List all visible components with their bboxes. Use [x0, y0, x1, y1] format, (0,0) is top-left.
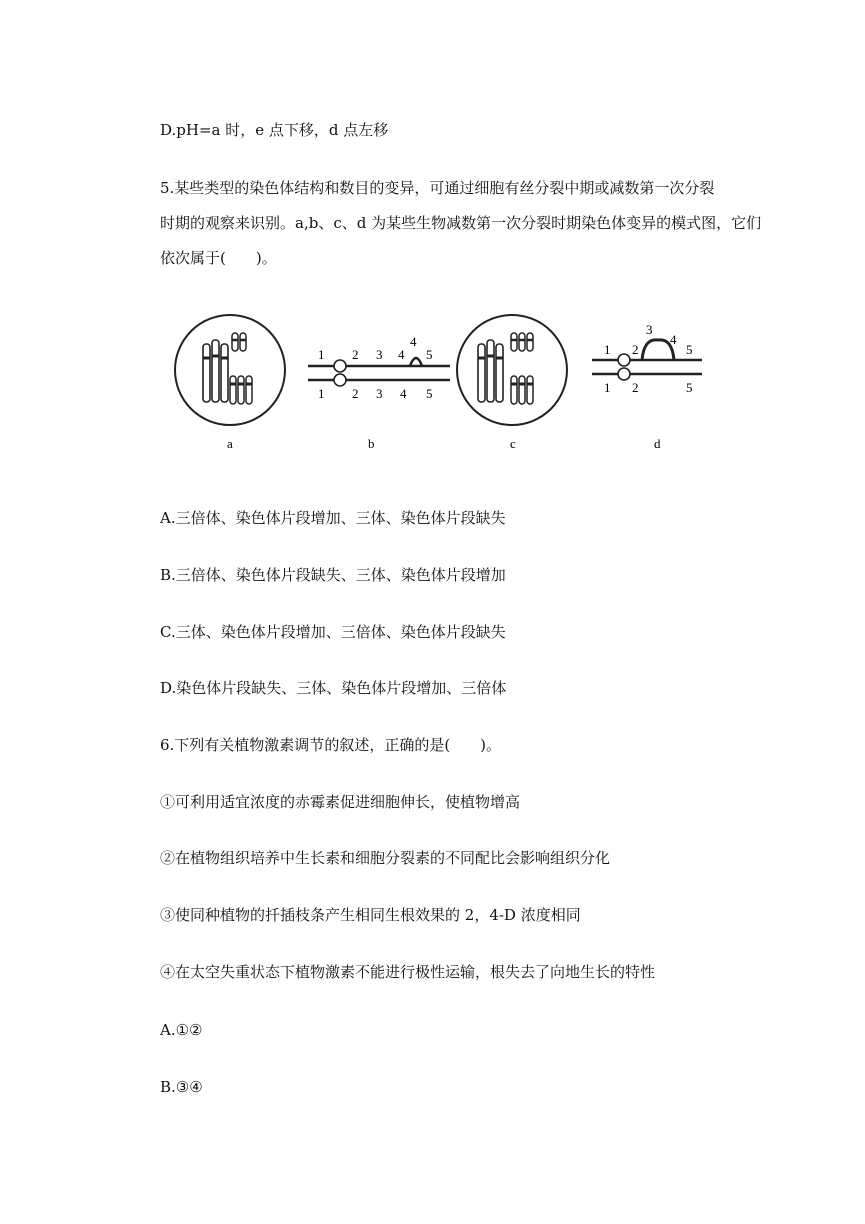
q5-stem-line-1: 5.某些类型的染色体结构和数目的变异，可通过细胞有丝分裂中期或减数第一次分裂 — [160, 179, 715, 197]
q5-option-a: A.三倍体、染色体片段增加、三体、染色体片段缺失 — [160, 509, 506, 527]
panel-d-pair — [592, 322, 702, 395]
panel-c-cell — [457, 315, 567, 425]
d-top-4: 4 — [670, 332, 677, 347]
q5-stem-line-2: 时期的观察来识别。a,b、c、d 为某些生物减数第一次分裂时期染色体变异的模式图，它们 — [160, 214, 762, 232]
d-top-5: 5 — [686, 342, 693, 357]
d-bottom-1: 1 — [604, 380, 611, 395]
b-bottom-1: 1 — [318, 386, 325, 401]
b-top-5: 5 — [426, 347, 433, 362]
chromosome-figure-svg — [170, 300, 710, 460]
panel-b-pair — [308, 334, 450, 401]
d-top-3: 3 — [646, 322, 653, 337]
b-top-3: 3 — [376, 347, 383, 362]
d-bottom-2: 2 — [632, 380, 639, 395]
panel-c-label: c — [510, 436, 516, 451]
q6-statement-3: ③使同种植物的扦插枝条产生相同生根效果的 2，4-D 浓度相同 — [160, 906, 581, 924]
q4-option-d: D.pH=a 时，e 点下移，d 点左移 — [160, 121, 389, 139]
chromosome-variation-figure — [170, 300, 710, 460]
panel-a-cell — [175, 315, 285, 425]
panel-d-label: d — [654, 436, 661, 451]
q6-statement-2: ②在植物组织培养中生长素和细胞分裂素的不同配比会影响组织分化 — [160, 849, 611, 867]
q5-stem-line-3: 依次属于( )。 — [160, 249, 277, 267]
b-bottom-4: 4 — [400, 386, 407, 401]
b-bottom-5: 5 — [426, 386, 433, 401]
q5-option-c: C.三体、染色体片段增加、三倍体、染色体片段缺失 — [160, 623, 506, 641]
b-top-2: 2 — [352, 347, 359, 362]
q6-option-b: B.③④ — [160, 1078, 203, 1096]
b-bottom-3: 3 — [376, 386, 383, 401]
q6-statement-1: ①可利用适宜浓度的赤霉素促进细胞伸长，使植物增高 — [160, 793, 521, 811]
q5-option-b: B.三倍体、染色体片段缺失、三体、染色体片段增加 — [160, 566, 506, 584]
q6-statement-4: ④在太空失重状态下植物激素不能进行极性运输，根失去了向地生长的特性 — [160, 963, 656, 981]
d-top-1: 1 — [604, 342, 611, 357]
panel-b-label: b — [368, 436, 375, 451]
b-top-4a: 4 — [398, 347, 405, 362]
q5-option-d: D.染色体片段缺失、三体、染色体片段增加、三倍体 — [160, 679, 507, 697]
panel-a-label: a — [227, 436, 233, 451]
b-top-1: 1 — [318, 347, 325, 362]
q6-stem: 6.下列有关植物激素调节的叙述，正确的是( )。 — [160, 736, 502, 754]
d-bottom-5: 5 — [686, 380, 693, 395]
q6-option-a: A.①② — [160, 1021, 203, 1039]
b-bottom-2: 2 — [352, 386, 359, 401]
d-top-2: 2 — [632, 342, 639, 357]
b-top-4b: 4 — [410, 334, 417, 349]
